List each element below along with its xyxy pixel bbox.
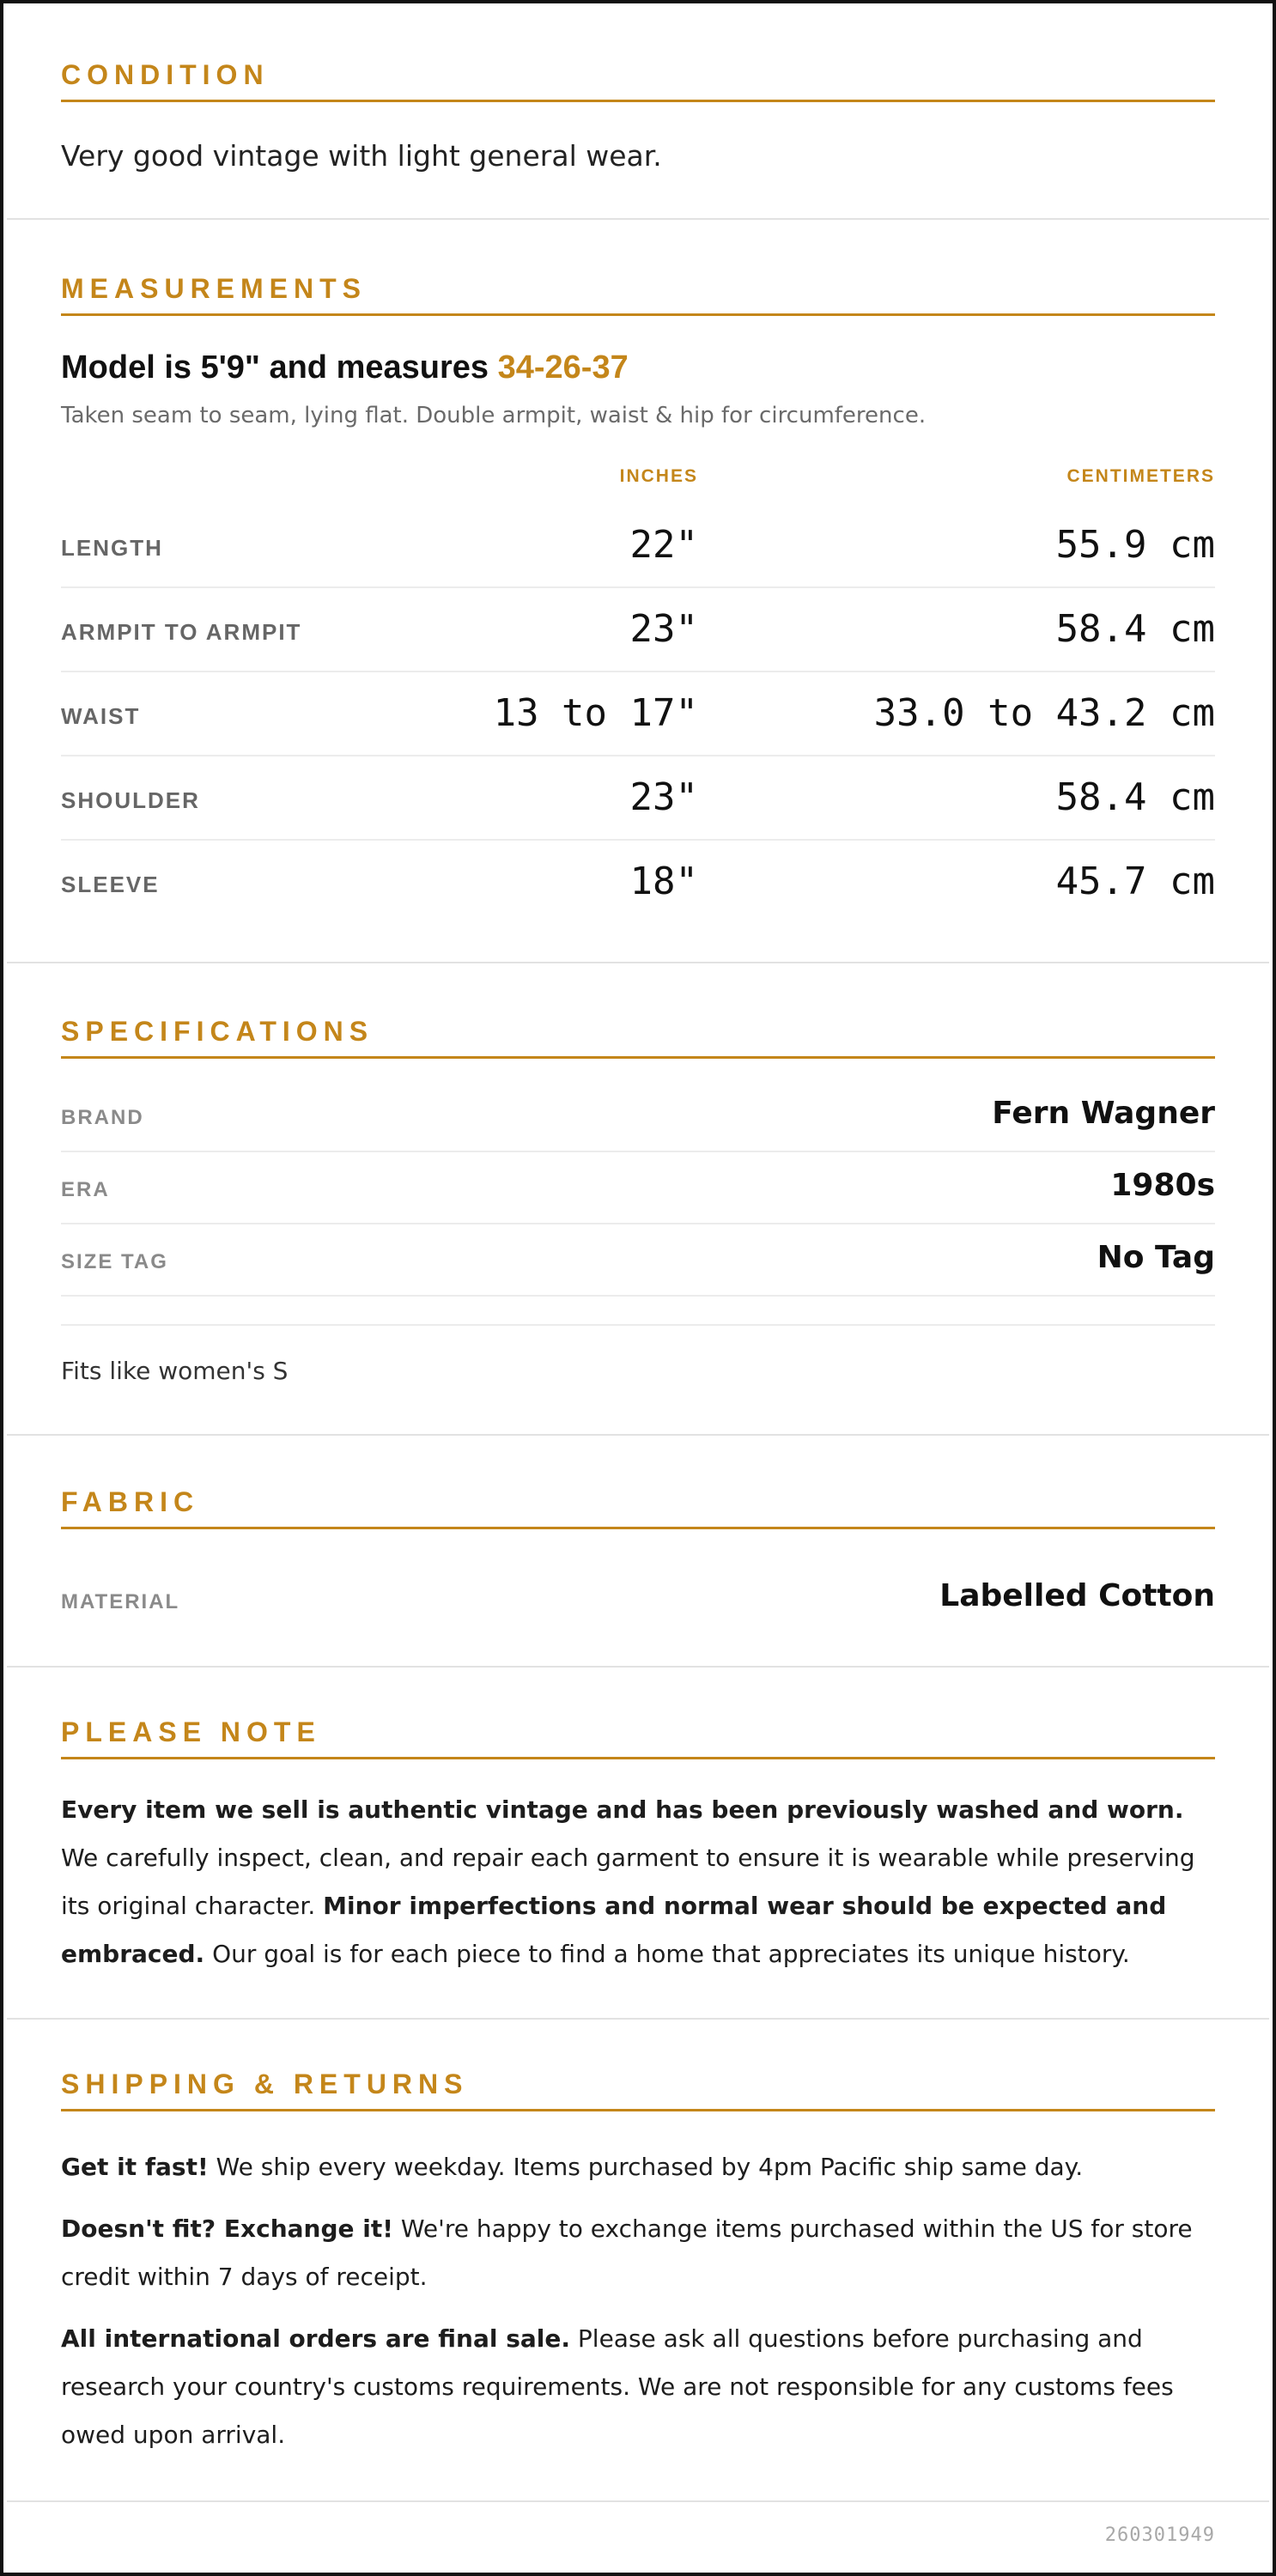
condition-section [7, 3, 1269, 220]
measurement-label: ARMPIT TO ARMPIT [61, 619, 302, 645]
row-divider [61, 1295, 1215, 1297]
shipping-international-bold: All international orders are final sale. [61, 2324, 571, 2353]
please-note-bold-1: Every item we sell is authentic vintage and has been previously washed and worn. [61, 1795, 1184, 1824]
condition-text: Very good vintage with light general wear. [61, 139, 662, 173]
please-note-section [7, 1668, 1269, 2020]
specifications-heading: SPECIFICATIONS [61, 1010, 1215, 1059]
shipping-paragraph-fast [61, 2143, 1215, 2191]
measurements-heading: MEASUREMENTS [61, 267, 1215, 316]
material-label: MATERIAL [61, 1590, 180, 1613]
shipping-exchange-text: We're happy to exchange items purchased within the US for store credit within 7 days of receipt. [61, 2215, 1193, 2291]
shipping-fast-bold: Get it fast! [61, 2153, 209, 2181]
please-note-text [61, 1786, 1215, 1978]
please-note-text-1: We carefully inspect, clean, and repair each garment to ensure it is wearable while preserving its original character. [61, 1844, 1195, 1920]
condition-heading: CONDITION [61, 53, 1215, 102]
measurement-cm: 58.4 cm [1055, 775, 1215, 819]
measurement-row [61, 756, 1215, 841]
spec-row [61, 1080, 1215, 1152]
measurement-cm: 33.0 to 43.2 cm [873, 691, 1215, 735]
shipping-paragraph-exchange [61, 2205, 1215, 2301]
shipping-exchange-bold: Doesn't fit? Exchange it! [61, 2215, 393, 2243]
shipping-section [7, 2020, 1269, 2502]
shipping-heading: SHIPPING & RETURNS [61, 2063, 1215, 2111]
measurement-inches: 18" [629, 860, 698, 903]
model-prefix: Model is 5'9" and measures [61, 349, 498, 386]
spec-label: BRAND [61, 1106, 144, 1129]
fabric-section [7, 1436, 1269, 1668]
measurement-row [61, 672, 1215, 756]
measurement-row [61, 504, 1215, 588]
measurement-inches: 23" [629, 607, 698, 651]
measurements-section [7, 220, 1269, 963]
measurement-inches: 23" [629, 775, 698, 819]
shipping-international-text: Please ask all questions before purchasing and research your country's customs requirements. We are not responsible for any customs fees owed upon arrival. [61, 2324, 1174, 2449]
spec-value: No Tag [1097, 1240, 1215, 1275]
spec-value: Fern Wagner [992, 1096, 1215, 1131]
please-note-heading: PLEASE NOTE [61, 1710, 1215, 1759]
measurement-inches: 22" [629, 523, 698, 567]
spec-row [61, 1224, 1215, 1297]
col-header-centimeters: CENTIMETERS [1066, 466, 1215, 486]
material-value: Labelled Cotton [939, 1578, 1215, 1613]
measurement-cm: 58.4 cm [1055, 607, 1215, 651]
spec-label: ERA [61, 1178, 110, 1201]
measurements-note: Taken seam to seam, lying flat. Double armpit, waist & hip for circumference. [61, 403, 927, 428]
sku-number: 260301949 [1104, 2524, 1215, 2546]
model-measurements-line [61, 349, 629, 386]
col-header-inches: INCHES [619, 466, 698, 486]
measurement-label: SLEEVE [61, 872, 160, 897]
measurement-label: LENGTH [61, 535, 163, 561]
specifications-section [7, 963, 1269, 1436]
measurement-label: WAIST [61, 703, 141, 729]
fit-note: Fits like women's S [61, 1357, 289, 1385]
shipping-paragraph-international [61, 2315, 1215, 2459]
measurement-cm: 55.9 cm [1055, 523, 1215, 567]
measurement-inches: 13 to 17" [493, 691, 698, 735]
measurement-cm: 45.7 cm [1055, 860, 1215, 903]
shipping-fast-text: We ship every weekday. Items purchased by 4pm Pacific ship same day. [208, 2153, 1084, 2181]
spec-row [61, 1152, 1215, 1224]
fabric-heading: FABRIC [61, 1480, 1215, 1529]
please-note-bold-2: Minor imperfections and normal wear should be expected and embraced. [61, 1892, 1167, 1968]
spec-label: SIZE TAG [61, 1250, 168, 1273]
measurement-row [61, 588, 1215, 672]
spec-value: 1980s [1110, 1168, 1215, 1203]
model-measures: 34-26-37 [497, 349, 629, 386]
measurement-row [61, 841, 1215, 925]
please-note-text-2: Our goal is for each piece to find a home that appreciates its unique history. [204, 1940, 1130, 1968]
fit-divider [61, 1324, 1215, 1326]
measurement-label: SHOULDER [61, 787, 200, 813]
